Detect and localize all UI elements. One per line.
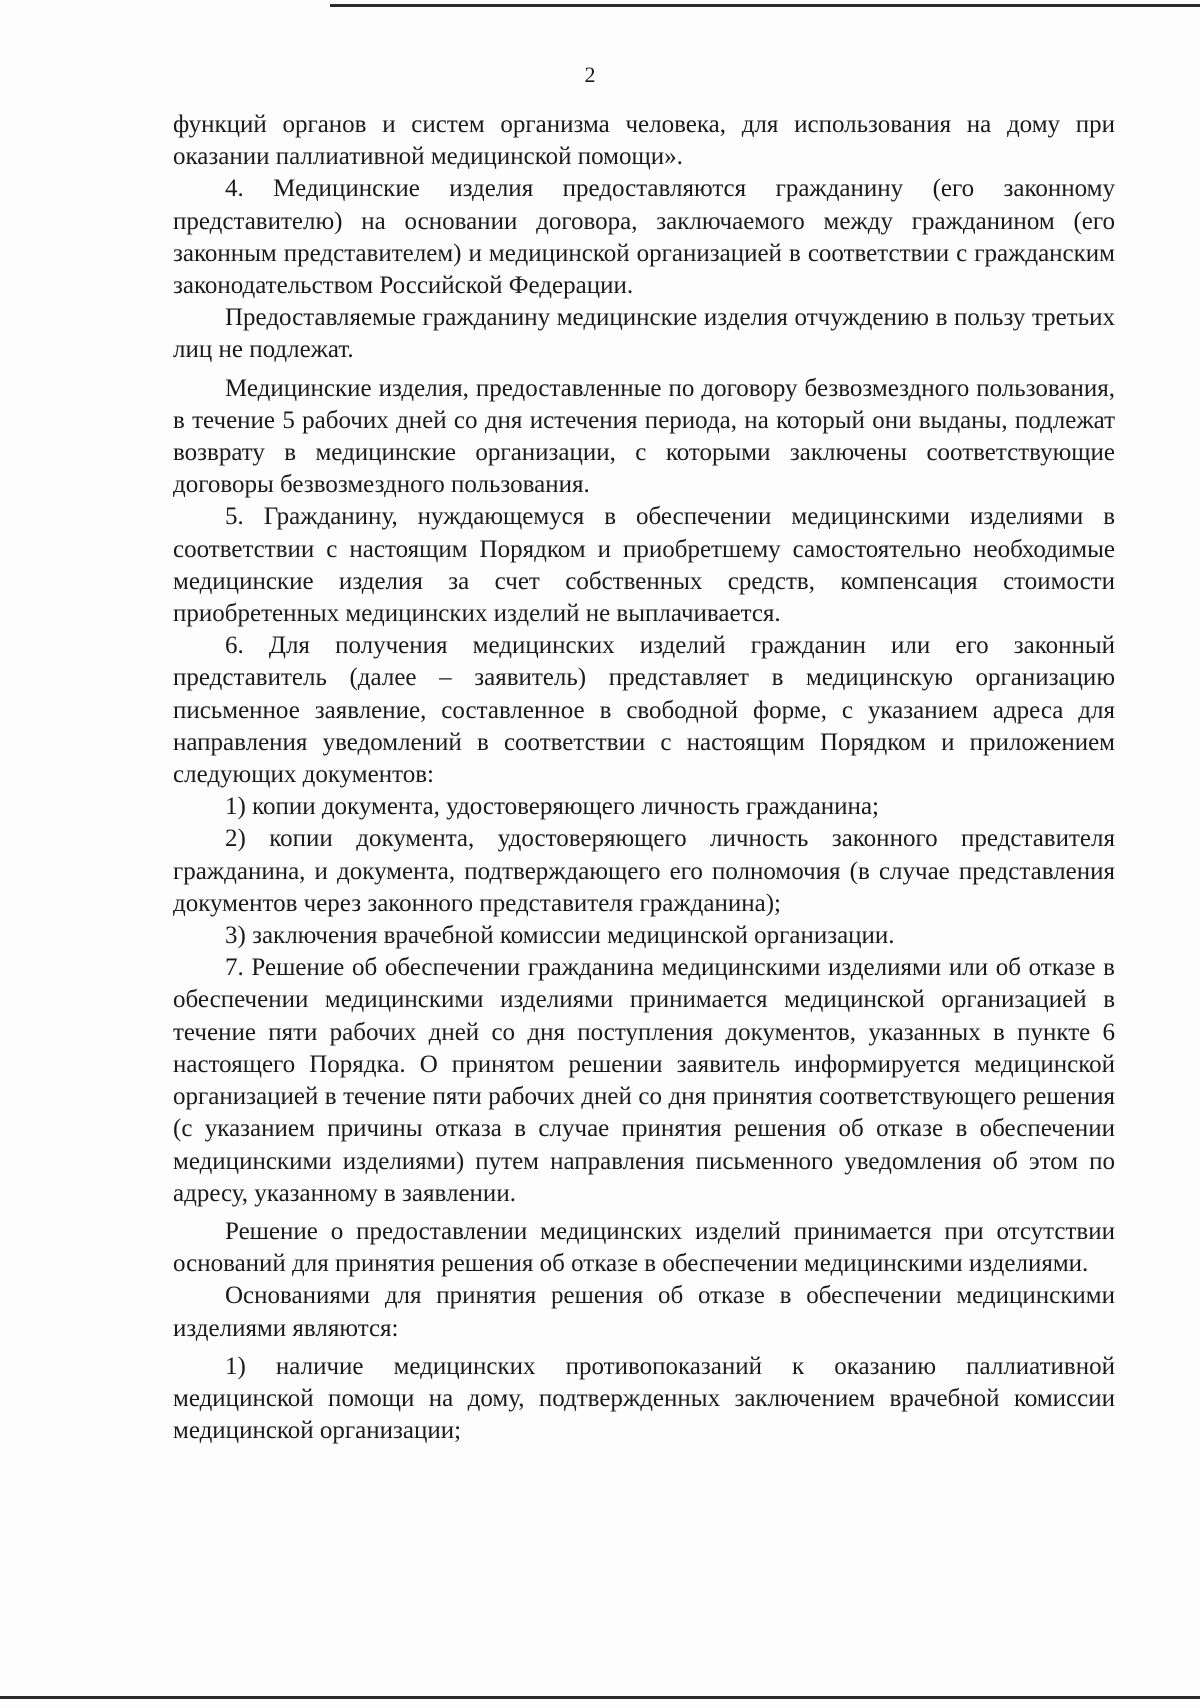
paragraph-return: Медицинские изделия, предоставленные по договору безвозмездного пользования, в течение 5 рабочих дней со дня истечения периода, на который они выданы, подлежат возврату в медицинские организации, с которыми заключены соответствующие договоры безвозмездного пользования. — [173, 374, 1115, 499]
scan-edge-bottom — [0, 1696, 1200, 1699]
scan-edge-top — [330, 4, 1200, 7]
page-number: 2 — [584, 62, 596, 87]
paragraph-grounds: Основаниями для принятия решения об отказе в обеспечении медицинскими изделиями являются: — [173, 1282, 1115, 1342]
list-item-1: 1) копии документа, удостоверяющего личность гражданина; — [225, 793, 879, 821]
list-item-3: 3) заключения врачебной комиссии медицинской организации. — [225, 922, 895, 950]
paragraph-decision: Решение о предоставлении медицинских изделий принимается при отсутствии оснований для принятия решения об отказе в обеспечении медицинскими изделиями. — [173, 1217, 1115, 1278]
paragraph-item-7: 7. Решение об обеспечении гражданина медицинскими изделиями или об отказе в обеспечении медицинскими изделиями принимается медицинской организацией в течение пяти рабочих дней со дня поступления документов, указанных в пункте 6 настоящего Порядка. О принятом решении заявитель информируется медицинской организацией в течение пяти рабочих дней со дня принятия соответствующего решения (с указанием причины отказа в случае принятия решения об отказе в обеспечении медицинскими изделиями) путем направления письменного уведомления об этом по адресу, указанному в заявлении. — [173, 954, 1115, 1207]
paragraph-alienation: Предоставляемые гражданину медицинские изделия отчуждению в пользу третьих лиц не подлежат. — [173, 304, 1115, 364]
paragraph-item-4: 4. Медицинские изделия предоставляются гражданину (его законному представителю) на основании договора, заключаемого между гражданином (его законным представителем) и медицинской организацией в соответствии с гражданским законодательством Российской Федерации. — [173, 175, 1115, 300]
document-body — [173, 109, 1115, 1447]
paragraph-item-6: 6. Для получения медицинских изделий гражданин или его законный представитель (далее – заявитель) представляет в медицинскую организацию письменное заявление, составленное в свободной форме, с указанием адреса для направления уведомлений в соответствии с настоящим Порядком и приложением следующих документов: — [173, 632, 1115, 789]
paragraph-item-5: 5. Гражданину, нуждающемуся в обеспечении медицинскими изделиями в соответствии с настоящим Порядком и приобретшему самостоятельно необходимые медицинские изделия за счет собственных средств, компенсация стоимости приобретенных медицинских изделий не выплачивается. — [173, 503, 1115, 628]
paragraph-continuation: функций органов и систем организма человека, для использования на дому при оказании паллиативной медицинской помощи». — [173, 111, 1115, 171]
list-item-2: 2) копии документа, удостоверяющего личность законного представителя гражданина, и документа, подтверждающего его полномочия (в случае представления документов через законного представителя гражданина); — [173, 825, 1115, 917]
grounds-item-1: 1) наличие медицинских противопоказаний к оказанию паллиативной медицинской помощи на дому, подтвержденных заключением врачебной комиссии медицинской организации; — [173, 1352, 1115, 1445]
